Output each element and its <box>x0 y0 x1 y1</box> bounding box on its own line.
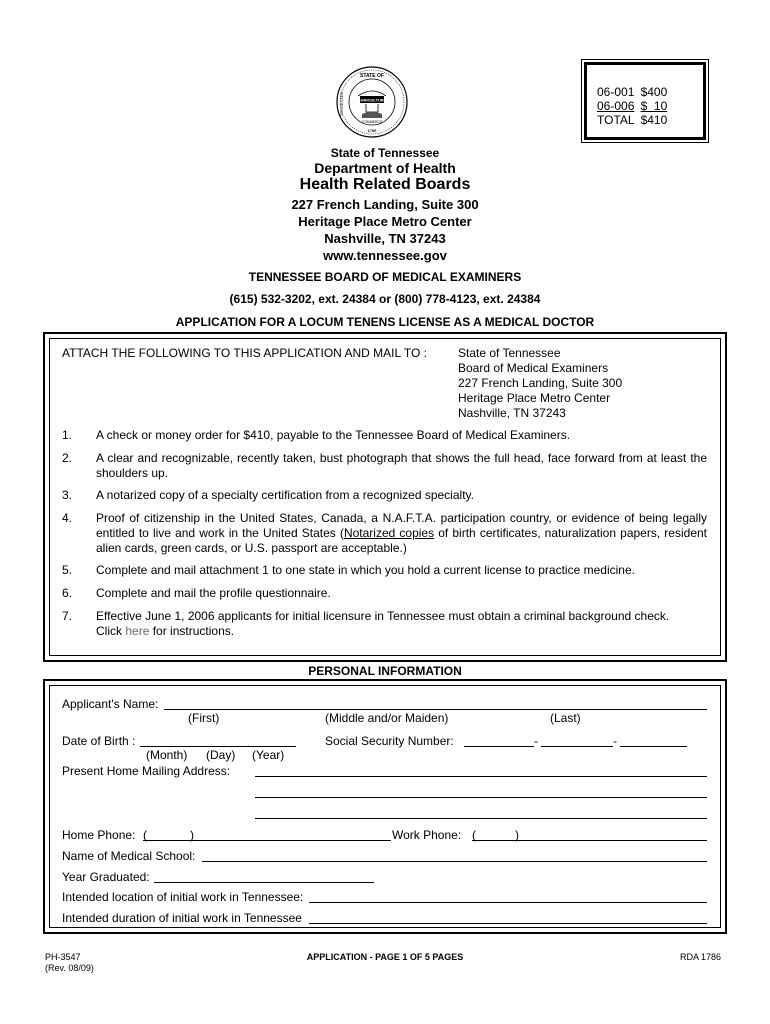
work-duration-field[interactable] <box>309 923 707 924</box>
item-text <box>96 511 707 556</box>
ssn-field-part3[interactable] <box>620 746 687 747</box>
home-phone-field[interactable] <box>143 840 391 841</box>
ssn-field-part2[interactable] <box>541 746 613 747</box>
header-boards: Health Related Boards <box>299 176 471 193</box>
page-indicator: APPLICATION - PAGE 1 OF 5 PAGES <box>306 952 464 962</box>
item-text-part: of birth certificates, naturalization papers, resident alien cards, green cards, or U.S. passport are acceptable.) <box>96 526 707 555</box>
item-text-part: Effective June 1, 2006 applicants for initial licensure in Tennessee must obtain a criminal background check. <box>96 609 670 623</box>
home-phone-label: Home Phone: <box>62 828 136 842</box>
dob-field[interactable] <box>140 746 296 747</box>
fee-row <box>597 99 673 113</box>
notarized-copies-text: Notarized copies <box>343 526 435 540</box>
list-item <box>62 511 707 556</box>
work-phone-field[interactable] <box>472 840 707 841</box>
medical-school-label: Name of Medical School: <box>62 849 196 863</box>
item-number: 7. <box>62 609 73 623</box>
header-address-line: Heritage Place Metro Center <box>298 214 472 229</box>
item-number: 5. <box>62 563 73 577</box>
personal-info-title: PERSONAL INFORMATION <box>308 664 462 678</box>
board-phone: (615) 532-3202, ext. 24384 or (800) 778-4123, ext. 24384 <box>229 292 541 306</box>
address-field-line2[interactable] <box>255 797 707 798</box>
fee-amount: $400 <box>640 85 668 99</box>
header-website: www.tennessee.gov <box>323 248 447 263</box>
board-name: TENNESSEE BOARD OF MEDICAL EXAMINERS <box>248 270 522 284</box>
fee-box <box>584 62 706 140</box>
work-phone-label: Work Phone: <box>392 828 462 842</box>
work-duration-label: Intended duration of initial work in Tennessee <box>62 911 302 925</box>
seal-bottom-text: COMMERCE <box>361 120 383 124</box>
fee-code: 06-006 <box>597 99 635 113</box>
year-graduated-label: Year Graduated: <box>62 870 150 884</box>
header-address-line: 227 French Landing, Suite 300 <box>291 197 479 212</box>
item-text: Complete and mail attachment 1 to one state in which you hold a current license to practice medicine. <box>96 563 635 577</box>
item-number: 4. <box>62 511 73 525</box>
header-address <box>0 196 770 264</box>
item-text: A check or money order for $410, payable to the Tennessee Board of Medical Examiners. <box>96 428 571 442</box>
list-item <box>62 451 707 481</box>
item-text-part: Click <box>96 624 126 638</box>
form-number: PH-3547 <box>45 952 81 962</box>
form-revision: (Rev. 08/09) <box>45 963 94 973</box>
list-item <box>62 563 707 578</box>
day-caption: (Day) <box>206 748 236 762</box>
applicant-name-label: Applicant's Name: <box>62 697 159 711</box>
middle-name-caption: (Middle and/or Maiden) <box>325 711 449 725</box>
first-name-caption: (First) <box>188 711 220 725</box>
seal-side-text: TENNESSEE <box>339 91 344 117</box>
work-location-label: Intended location of initial work in Tennessee: <box>62 890 304 904</box>
list-item <box>62 428 707 443</box>
seal-year: 1796 <box>367 128 377 133</box>
medical-school-field[interactable] <box>202 861 707 862</box>
list-item <box>62 488 707 503</box>
ssn-dash: - <box>534 734 538 748</box>
fee-code: TOTAL <box>597 113 635 127</box>
mail-line: State of Tennessee <box>458 346 561 360</box>
list-item <box>62 609 707 639</box>
item-text: A notarized copy of a specialty certification from a recognized specialty. <box>96 488 474 502</box>
area-code-open: ( <box>143 828 147 842</box>
dob-label: Date of Birth : <box>62 734 136 748</box>
month-caption: (Month) <box>146 748 188 762</box>
address-field-line1[interactable] <box>255 776 707 777</box>
fee-table <box>597 85 673 127</box>
instructions-link[interactable]: here <box>125 624 150 638</box>
year-graduated-field[interactable] <box>154 882 374 883</box>
header-department: Department of Health <box>314 160 456 176</box>
item-text-part: for instructions. <box>149 624 235 638</box>
mail-line: Board of Medical Examiners <box>458 361 609 375</box>
mail-line: Heritage Place Metro Center <box>458 391 611 405</box>
mail-line: 227 French Landing, Suite 300 <box>458 376 623 390</box>
mail-line: Nashville, TN 37243 <box>458 406 566 420</box>
area-code-close: ) <box>190 828 194 842</box>
item-text-part: Proof of citizenship in the United States, Canada, a N.A.F.T.A. participation country, or evidence of being legally entitled to live and work in the United States ( <box>96 511 707 540</box>
ssn-dash: - <box>613 734 617 748</box>
header-address-line: Nashville, TN 37243 <box>324 231 446 246</box>
attach-label: ATTACH THE FOLLOWING TO THIS APPLICATION AND MAIL TO : <box>62 346 427 360</box>
item-number: 6. <box>62 586 73 600</box>
year-caption: (Year) <box>252 748 285 762</box>
application-title: APPLICATION FOR A LOCUM TENENS LICENSE AS A MEDICAL DOCTOR <box>175 315 595 329</box>
item-number: 3. <box>62 488 73 502</box>
fee-code: 06-001 <box>597 85 635 99</box>
state-seal <box>336 66 408 138</box>
work-location-field[interactable] <box>309 902 707 903</box>
item-number: 2. <box>62 451 73 465</box>
item-text: A clear and recognizable, recently taken, bust photograph that shows the full head, face forward from at least the shoulders up. <box>96 451 707 480</box>
area-code-open: ( <box>472 828 476 842</box>
item-number: 1. <box>62 428 73 442</box>
fee-amount: $ 10 <box>640 99 668 113</box>
fee-row <box>597 85 673 99</box>
address-label: Present Home Mailing Address: <box>62 764 231 778</box>
ssn-field-part1[interactable] <box>464 746 534 747</box>
seal-top-text: STATE OF <box>360 73 384 79</box>
applicant-name-field[interactable] <box>164 709 707 710</box>
last-name-caption: (Last) <box>550 711 581 725</box>
area-code-close: ) <box>515 828 519 842</box>
header-state: State of Tennessee <box>330 146 440 160</box>
mailing-address <box>458 346 622 421</box>
item-text: Complete and mail the profile questionnaire. <box>96 586 331 600</box>
fee-row <box>597 113 673 127</box>
item-text <box>96 609 707 639</box>
fee-amount: $410 <box>640 113 668 127</box>
address-field-line3[interactable] <box>255 818 707 819</box>
seal-center-text: AGRICULTURE <box>357 97 387 103</box>
ssn-label: Social Security Number: <box>325 734 454 748</box>
list-item <box>62 586 707 601</box>
rda-number: RDA 1786 <box>680 952 722 962</box>
